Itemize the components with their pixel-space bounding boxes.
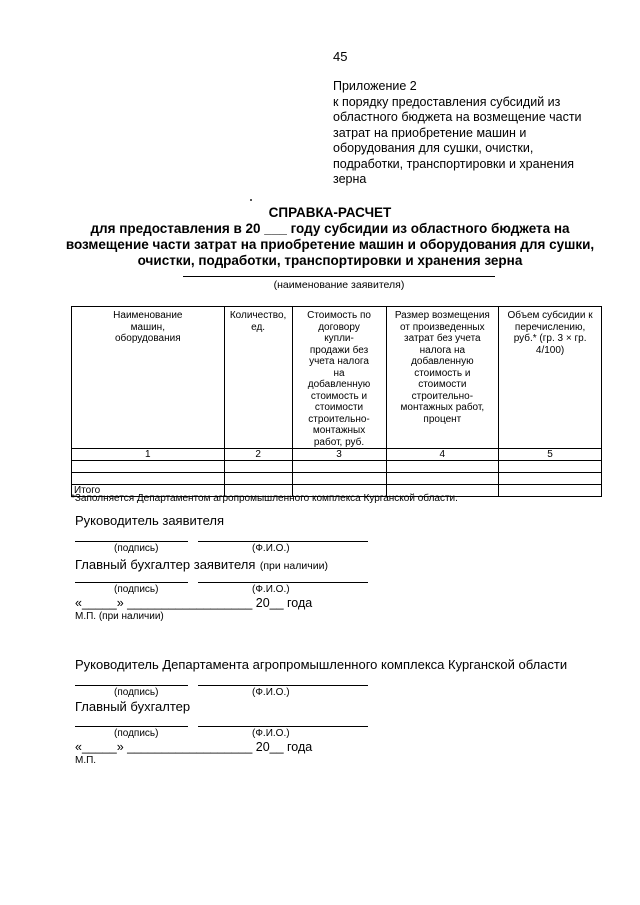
column-number: 2 <box>224 449 292 461</box>
document-title <box>60 205 600 269</box>
appendix-line: подработки, транспортировки и хранения <box>333 156 575 171</box>
department-head-label: Руководитель Департамента агропромышленного комплекса Курганской области <box>75 657 568 672</box>
table-cell[interactable] <box>292 461 386 473</box>
appendix-line: к порядку предоставления субсидий из <box>333 94 561 109</box>
title-line: для предоставления в 20 ___ году субсидии из областного бюджета на <box>90 221 570 236</box>
name-line[interactable] <box>198 726 368 727</box>
column-number: 3 <box>292 449 386 461</box>
applicant-caption: (наименование заявителя) <box>273 279 405 291</box>
signature-caption: (подпись) <box>114 584 159 595</box>
appendix-line: Приложение 2 <box>333 79 417 93</box>
column-number: 1 <box>72 449 225 461</box>
date-line[interactable]: «_____» __________________ 20__ года <box>75 596 313 610</box>
table-cell[interactable] <box>224 461 292 473</box>
table-cell[interactable] <box>386 473 499 485</box>
signature-caption: (подпись) <box>114 728 159 739</box>
page-number: 45 <box>333 49 348 64</box>
table-cell[interactable] <box>224 473 292 485</box>
header-cell: Размер возмещения от произведенных затрат без учета налога на добавленную стоимость и стоимости строительно-монтажных работ, процент <box>386 307 499 449</box>
signature-line[interactable] <box>75 726 188 727</box>
header-cell: Количество, ед. <box>224 307 292 449</box>
signature-line[interactable] <box>75 541 188 542</box>
appendix-header <box>333 79 603 188</box>
signature-line[interactable] <box>75 582 188 583</box>
title-line: возмещение части затрат на приобретение машин и оборудования для сушки, <box>65 237 595 252</box>
name-caption: (Ф.И.О.) <box>252 687 290 698</box>
table-cell[interactable] <box>72 473 225 485</box>
table-header-row <box>72 307 602 449</box>
scan-speck <box>250 199 252 201</box>
appendix-line: оборудования для сушки, очистки, <box>333 141 534 155</box>
column-number: 4 <box>386 449 499 461</box>
applicant-accountant <box>75 556 328 574</box>
accountant-note: (при наличии) <box>259 560 328 572</box>
name-line[interactable] <box>198 685 368 686</box>
signature-line[interactable] <box>75 685 188 686</box>
date-line[interactable]: «_____» __________________ 20__ года <box>75 740 313 754</box>
table-cell[interactable] <box>499 461 602 473</box>
title-main: СПРАВКА-РАСЧЕТ <box>268 205 392 220</box>
name-line[interactable] <box>198 582 368 583</box>
table-row <box>72 461 602 473</box>
column-number-row <box>72 449 602 461</box>
appendix-line: затрат на приобретение машин и <box>333 125 527 140</box>
table-row <box>72 473 602 485</box>
footnote: *Заполняется Департаментом агропромышленного комплекса Курганской области. <box>71 493 458 504</box>
appendix-line: областного бюджета на возмещение части <box>333 110 582 124</box>
applicant-name-line[interactable] <box>183 276 495 277</box>
name-caption: (Ф.И.О.) <box>252 543 290 554</box>
name-caption: (Ф.И.О.) <box>252 584 290 595</box>
accountant-label: Главный бухгалтер заявителя <box>75 557 256 572</box>
appendix-line: зерна <box>333 172 367 186</box>
table-cell[interactable] <box>292 473 386 485</box>
applicant-head-label: Руководитель заявителя <box>75 513 224 528</box>
header-cell: Наименование машин, оборудования <box>72 307 225 449</box>
header-cell: Объем субсидии к перечислению, руб.* (гр. 3 × гр. 4/100) <box>499 307 602 449</box>
name-caption: (Ф.И.О.) <box>252 728 290 739</box>
title-line: очистки, подработки, транспортировки и хранения зерна <box>137 253 523 268</box>
stamp-placeholder: М.П. (при наличии) <box>75 611 164 622</box>
stamp-placeholder: М.П. <box>75 755 97 766</box>
calculation-table <box>71 306 602 497</box>
name-line[interactable] <box>198 541 368 542</box>
signature-caption: (подпись) <box>114 543 159 554</box>
column-number: 5 <box>499 449 602 461</box>
header-cell: Стоимость по договору купли-продажи без учета налога на добавленную стоимость и стоимости строительно-монтажных работ, руб. <box>292 307 386 449</box>
table-cell[interactable] <box>499 473 602 485</box>
table-cell[interactable] <box>386 461 499 473</box>
signature-caption: (подпись) <box>114 687 159 698</box>
department-accountant-label: Главный бухгалтер <box>75 699 191 714</box>
table-cell[interactable] <box>72 461 225 473</box>
table-cell[interactable] <box>499 485 602 497</box>
total-label: Итого <box>72 485 225 497</box>
